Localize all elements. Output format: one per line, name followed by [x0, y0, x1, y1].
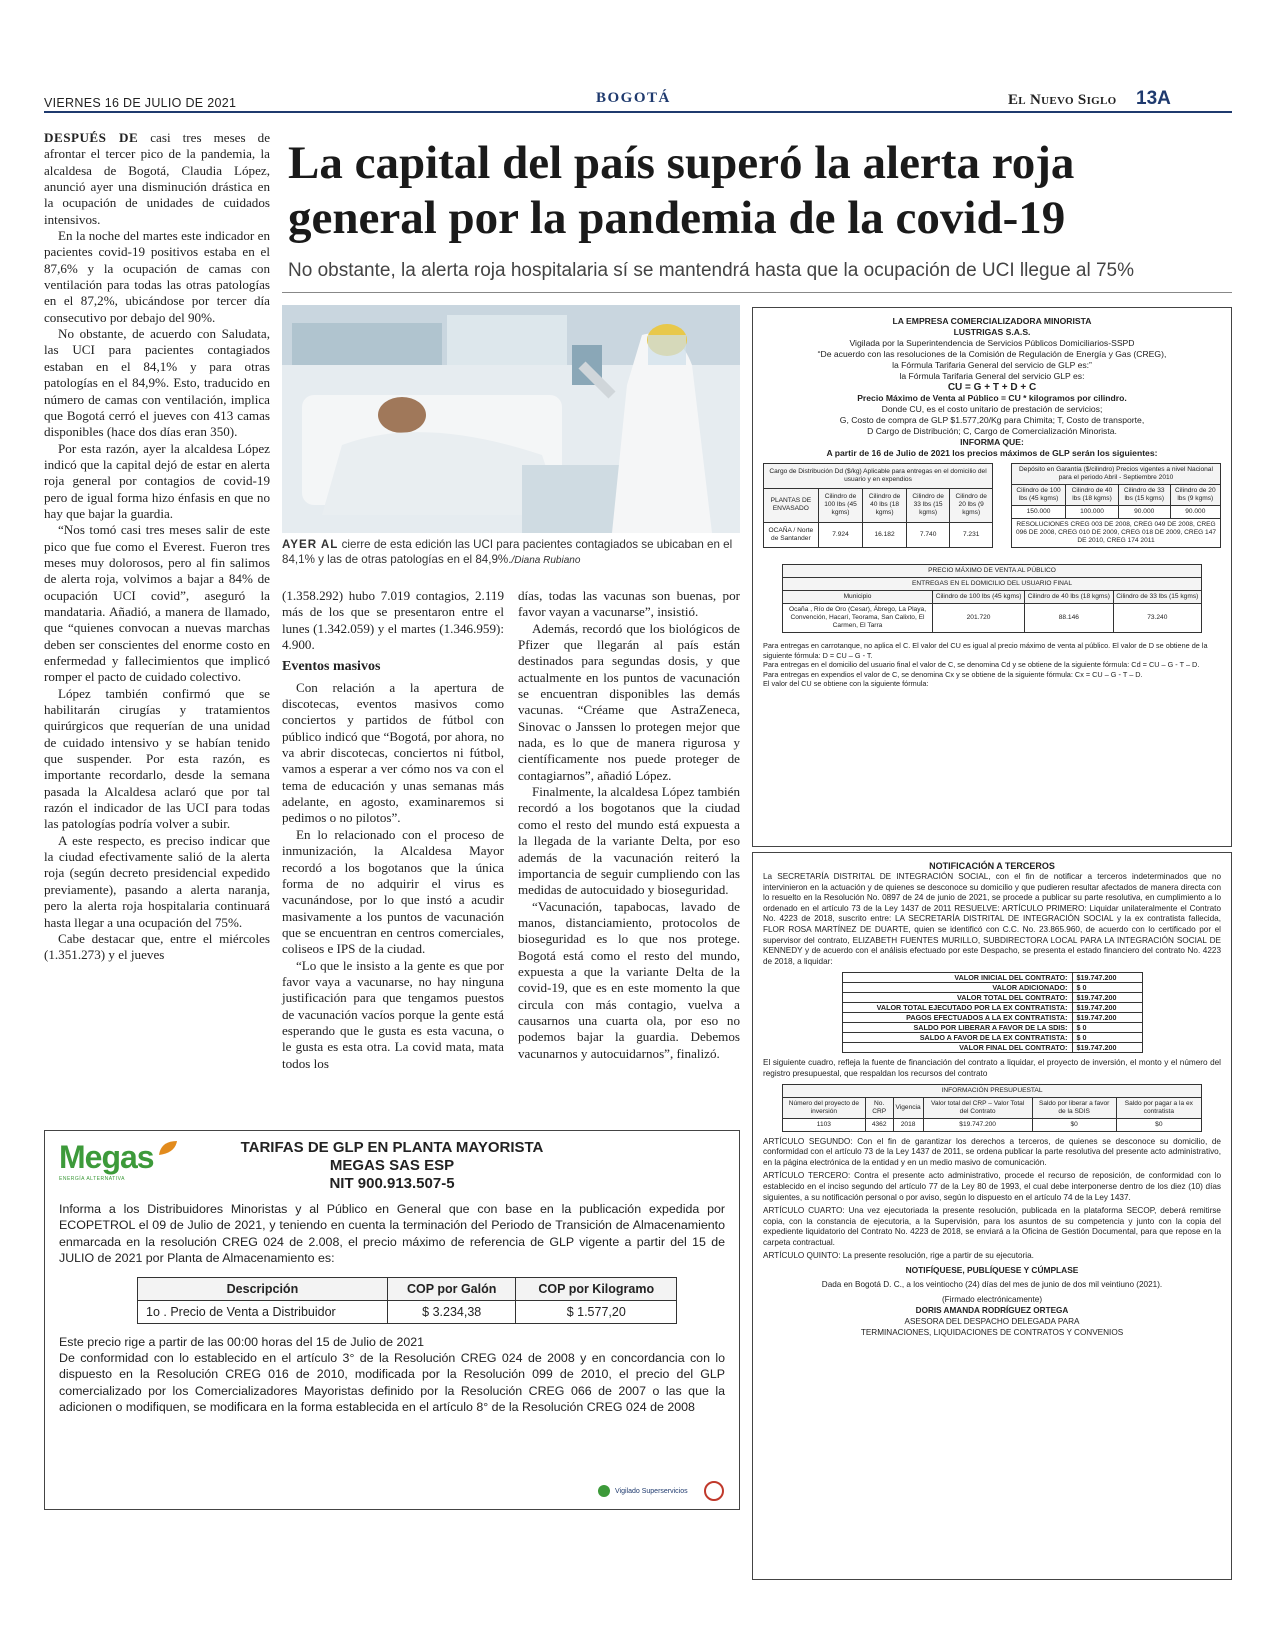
paragraph-text: “Vacunación, tapabocas, lavado de manos, distanciamiento, protocolos de bioseguridad es lo que nos protege. Bogotá está como el resto del mundo, expuesta a que la variante Delta de la covid-19, que es en este momento la que circula con más contagio, vuelva a causarnos una cuarta ola, por eso no podemos bajar la guardia. Debemos vacunarnos y autocuidarnos”, finalizó.	[518, 898, 740, 1061]
lustrigas-def-2: G, Costo de compra de GLP $1.577,20/Kg para Chimita; T, Costo de transporte,	[839, 415, 1145, 425]
paragraph-text: En la noche del martes este indicador en pacientes covid-19 positivos estaba en el 87,6% y la ocupación de camas con ventilación para todas las otras patologías en el 87,2%, ubicándose por tercer día consecutivo por debajo del 90%.	[44, 228, 270, 325]
table-row	[842, 1003, 1142, 1013]
article-paragraph	[282, 588, 504, 653]
row-value: $19.747.200	[1072, 1003, 1142, 1013]
megas-title-1: TARIFAS DE GLP EN PLANTA MAYORISTA	[240, 1139, 544, 1156]
article-paragraph	[518, 588, 740, 621]
row-value: $ 0	[1072, 983, 1142, 993]
paragraph-text: Por esta razón, ayer la alcaldesa López indicó que la capital dejó de estar en alerta roja general por contagios de covid-19 pero de igual forma hizo énfasis en que no hay que bajar la guardia.	[44, 440, 270, 521]
table-row	[842, 983, 1142, 993]
article-photo	[282, 305, 740, 533]
row-value: $19.747.200	[1072, 1013, 1142, 1023]
table-col: Número del proyecto de inversión	[783, 1097, 866, 1118]
table-col: Cilindro de 20 lbs (9 kgms)	[1170, 485, 1220, 506]
paragraph-text: casi tres meses de afrontar el tercer pico de la pandemia, la alcaldesa de Bogotá, Claudia López, anunció ayer una disminución drástica en la ocupación de unidades de cuidados intensivos.	[44, 130, 271, 227]
row-value: $19.747.200	[1072, 993, 1142, 1003]
table-cell: 90.000	[1170, 506, 1220, 519]
signer-title-1: ASESORA DEL DESPACHO DELEGADA PARA	[904, 1317, 1080, 1327]
table-header: Depósito en Garantía ($/cilindro) Precios vigentes a nivel Nacional para el periodo Abril - Septiembre 2010	[1012, 464, 1221, 485]
dada-en: Dada en Bogotá D. C., a los veintiocho (24) días del mes de junio de dos mil veintiuno (2021).	[821, 1280, 1163, 1290]
megas-logo-sub: ENERGÍA ALTERNATIVA	[59, 1176, 125, 1182]
article-paragraph	[44, 833, 270, 931]
table-cell: $ 3.234,38	[387, 1300, 516, 1323]
paragraph-text: López también confirmó que se habilitarán cirugías y tratamientos quirúrgicos que requerían de una unidad de cuidado intensivo y se habían tenido que suspender. Por esta razón, es importante recordarlo, desde la semana pasada la Alcaldesa aclaró que por tal razón el indicador de las UCI para todas las patologías podría volver a subir.	[44, 685, 270, 832]
table-col: Cilindro de 33 lbs (15 kgms)	[906, 488, 950, 522]
firmado: (Firmado electrónicamente)	[941, 1295, 1043, 1305]
table-cell: $19.747.200	[923, 1118, 1032, 1131]
table-col: Cilindro de 100 lbs (45 kgms)	[818, 488, 863, 522]
lustrigas-apartir: A partir de 16 de Julio de 2021 los precios máximos de GLP serán los siguientes:	[826, 448, 1158, 458]
article-paragraph	[44, 522, 270, 685]
paragraph-text: Con relación a la apertura de discotecas, eventos masivos como conciertos y partidos de fútbol con público indicó que “Bogotá, por ahora, no va abrir discotecas, conciertos ni fútbol, vamos a esperar a ver cómo nos va con el tema de educación y unas semanas más adelante, en agosto, examinaremos si pedimos o no pilotos”.	[282, 679, 504, 826]
table-cell: 1103	[783, 1118, 866, 1131]
vigilado-badge	[597, 1481, 724, 1501]
row-value: $19.747.200	[1072, 973, 1142, 983]
table-row	[842, 973, 1142, 983]
subhead-rule	[282, 292, 1232, 293]
page-date: VIERNES 16 DE JULIO DE 2021	[44, 96, 237, 110]
table-cell: 4362	[865, 1118, 893, 1131]
row-value: $19.747.200	[1072, 1043, 1142, 1053]
paragraph-text: Cabe destacar que, entre el miércoles (1.351.273) y el jueves	[44, 930, 270, 963]
table-header: Cargo de Distribución Dd ($/kg) Aplicable para entregas en el domicilio del usuario y en expendios	[764, 464, 993, 489]
article-paragraph	[518, 899, 740, 1062]
notice-paragraph-2: El siguiente cuadro, refleja la fuente de financiación del contrato a liquidar, el proyecto de inversión, el monto y el número del registro presupuestal, que respaldan los recursos del contrato	[763, 1058, 1221, 1078]
article-column-2	[282, 588, 504, 1072]
table-row	[842, 993, 1142, 1003]
row-label: VALOR INICIAL DEL CONTRATO:	[842, 973, 1072, 983]
article-paragraph	[518, 621, 740, 784]
lustrigas-precio: Precio Máximo de Venta al Público = CU * kilogramos por cilindro.	[857, 393, 1127, 403]
table-cell: $0	[1116, 1118, 1201, 1131]
table-col: Cilindro de 100 lbs (45 kgms)	[933, 591, 1025, 604]
retail-price-table	[782, 564, 1202, 633]
table-col: COP por Kilogramo	[516, 1277, 677, 1300]
table-col: Vigencia	[893, 1097, 923, 1118]
table-header: ENTREGAS EN EL DOMICILIO DEL USUARIO FINAL	[783, 578, 1202, 591]
row-value: $ 0	[1072, 1023, 1142, 1033]
table-cell: 7.740	[906, 523, 950, 548]
article-paragraph	[44, 228, 270, 326]
table-cell: 90.000	[1118, 506, 1170, 519]
article-paragraph	[44, 441, 270, 523]
table-col: No. CRP	[865, 1097, 893, 1118]
seal-icon	[704, 1481, 724, 1501]
superservicios-icon	[597, 1484, 611, 1498]
notificacion-terceros	[752, 852, 1232, 1580]
article-paragraph	[44, 326, 270, 440]
financial-status-table	[842, 972, 1143, 1053]
row-label: VALOR FINAL DEL CONTRATO:	[842, 1043, 1072, 1053]
row-label: SALDO POR LIBERAR A FAVOR DE LA SDIS:	[842, 1023, 1072, 1033]
lustrigas-note-1: Para entregas en carrotanque, no aplica el C. El valor del CU es igual al precio máximo de venta al público. El valor de D se obtiene de la siguiente fórmula: D = CU – G - T.	[763, 641, 1208, 660]
megas-price-table	[137, 1277, 677, 1324]
article-paragraph	[44, 130, 270, 228]
table-row	[842, 1023, 1142, 1033]
lustrigas-note-2: Para entregas en el domicilio del usuario final el valor de C, se denomina Cd y se obtiene de la siguiente fórmula: Cd = CU – G - T – D.	[763, 660, 1200, 670]
table-col: Valor total del CRP – Valor Total del Contrato	[923, 1097, 1032, 1118]
article-headline: La capital del país superó la alerta roja general por la pandemia de la covid-19	[288, 137, 1075, 244]
row-label: VALOR TOTAL DEL CONTRATO:	[842, 993, 1072, 1003]
lustrigas-title-1: LA EMPRESA COMERCIALIZADORA MINORISTA	[892, 316, 1092, 326]
lustrigas-line-1: Vigilada por la Superintendencia de Servicios Públicos Domiciliarios-SSPD	[849, 338, 1135, 348]
resolutions-note: RESOLUCIONES CREG 003 DE 2008, CREG 049 DE 2008, CREG 096 DE 2008, CREG 010 DE 2009, CREG 018 DE 2009, CREG 147 DE 2010, CREG 174 2011	[1012, 519, 1221, 548]
table-header: PRECIO MÁXIMO DE VENTA AL PÚBLICO	[783, 565, 1202, 578]
article-column-1	[44, 130, 270, 964]
caption-lead: AYER AL	[282, 538, 339, 551]
table-col: Cilindro de 40 lbs (18 kgms)	[1066, 485, 1119, 506]
megas-logo	[59, 1139, 209, 1189]
table-cell: 16.182	[863, 523, 907, 548]
megas-notice	[44, 1130, 740, 1510]
paragraph-text: Finalmente, la alcaldesa López también recordó a los bogotanos que la ciudad como el resto del mundo está expuesta a la llegada de la variante Delta, por eso además de la vacunación reiteró la importancia de seguir cumpliendo con las medidas de autocuidado y bioseguridad.	[518, 784, 740, 898]
lustrigas-def-1: Donde CU, es el costo unitario de prestación de servicios;	[881, 404, 1103, 414]
section-name: BOGOTÁ	[596, 90, 671, 106]
row-value: $ 0	[1072, 1033, 1142, 1043]
article-paragraph	[44, 931, 270, 964]
row-label: VALOR TOTAL EJECUTADO POR LA EX CONTRATISTA:	[842, 1003, 1072, 1013]
article-paragraph	[282, 958, 504, 1072]
paragraph-text: No obstante, de acuerdo con Saludata, las UCI para pacientes contagiados estaban en el 84,1% y para otras patologías en el 84,9%. Esto, traducido en número de camas con ventilación, implica que Bogotá cerró el jueves con 413 camas disponibles (hace dos días eran 350).	[44, 326, 270, 440]
table-col: Cilindro de 40 lbs (18 kgms)	[863, 488, 907, 522]
megas-title-3: NIT 900.913.507-5	[329, 1175, 455, 1192]
budget-table	[782, 1084, 1202, 1132]
lustrigas-line-3: la Fórmula Tarifaria General del servicio de GLP es:”	[892, 360, 1092, 370]
table-col: PLANTAS DE ENVASADO	[764, 488, 819, 522]
article-segundo: ARTÍCULO SEGUNDO: Con el fin de garantizar los derechos a terceros, de quienes se desconoce su domicilio, de conformidad con el artículo 73 de la Ley 1437 de 2011, se ordena publicar la parte resolutiva del presente acto administrativo, en la página electrónica de la entidad y en un medio masivo de comunicación.	[763, 1136, 1221, 1167]
table-col: Cilindro de 33 lbs (15 kgms)	[1118, 485, 1170, 506]
table-col: Cilindro de 40 lbs (18 kgms)	[1025, 591, 1113, 604]
notice-title: NOTIFICACIÓN A TERCEROS	[929, 861, 1055, 871]
paragraph-lead: DESPUÉS DE	[44, 130, 139, 145]
table-cell: 88.146	[1025, 604, 1113, 633]
lustrigas-notice	[752, 307, 1232, 847]
table-row	[842, 1033, 1142, 1043]
lustrigas-line-4: la Fórmula Tarifaria General del servicio GLP es:	[899, 371, 1085, 381]
vigilado-text: Vigilado Superservicios	[615, 1487, 688, 1495]
lustrigas-note-3: Para entregas en expendios el valor de C, se denomina Cx y se obtiene de la siguiente fórmula: Cx = CU – G - T – D.	[763, 669, 1143, 679]
table-col: COP por Galón	[387, 1277, 516, 1300]
section-heading: Eventos masivos	[282, 659, 381, 675]
page-number: 13A	[1136, 88, 1171, 109]
table-cell: $0	[1032, 1118, 1116, 1131]
table-col: Saldo por pagar a la ex contratista	[1116, 1097, 1201, 1118]
lustrigas-formula: CU = G + T + D + C	[947, 382, 1037, 393]
table-cell: 1o . Precio de Venta a Distribuidor	[138, 1300, 388, 1323]
paragraph-text: A este respecto, es preciso indicar que la ciudad efectivamente salió de la alerta roja (según decreto presidencial expedido previamente), pasando a alerta naranja, pero la alerta roja hospitalaria continuará hasta llegar a una ocupación del 75%.	[44, 832, 270, 930]
article-cuarto: ARTÍCULO CUARTO: Una vez ejecutoriada la presente resolución, publicada en la plataforma SECOP, deberá remitirse copia, con la constancia de ejecutoria, a la Supervisión, para los asuntos de su competencia y junto con la copia del expediente liquidatorio del Contrato No. 4223 de 2018, se enviará a la Oficina de Gestión Documental, para que repose en la carpeta contractual.	[763, 1206, 1221, 1247]
megas-conformidad: De conformidad con lo establecido en el artículo 3° de la Resolución CREG 024 de 2008 y en concordancia con lo dispuesto en la Resolución CREG 016 de 2010, modificada por la Resolución 099 de 2010, el precio del GLP comercializado por los Comercializadores Mayoristas definido por la Resolución CREG 066 de 2007 o las que la adicionen o modifiquen, se modificara en la forma establecida en el artículo 8° de la Resolución CREG 024 de 2008	[59, 1351, 725, 1415]
distribution-charge-table	[763, 463, 993, 548]
table-cell: Ocaña , Río de Oro (Cesar), Ábrego, La Playa, Convención, Hacarí, Teorama, San Calixto, El Carmen, El Tarra	[783, 604, 933, 633]
photo-caption	[282, 538, 740, 568]
paragraph-text: Además, recordó que los biológicos de Pfizer que llegarán al país están destinados para segundas dosis, y que actualmente en los puntos de vacunación se encuentran disponibles las demás vacunas. “Créame que AstraZeneca, Sinovac o Janssen lo protegen mejor que nada, es lo que de manera rigurosa y científicamente nos puede proteger de contagiarnos”, añadió López.	[518, 620, 740, 783]
table-col: Municipio	[783, 591, 933, 604]
deposit-table	[1011, 463, 1221, 548]
article-column-3	[518, 588, 740, 1062]
row-label: VALOR ADICIONADO:	[842, 983, 1072, 993]
table-cell: 7.924	[818, 523, 863, 548]
paragraph-text: “Lo que le insisto a la gente es que por favor vaya a vacunarse, no hay ninguna justificación para que tengamos puestos de vacunación vacíos porque la gente está esperando que le gusta es esta vacuna, o le gusta es esta otra. La covid mata, mata todos los	[282, 957, 504, 1071]
megas-logo-text: Megas	[59, 1139, 154, 1175]
lustrigas-title-2: LUSTRIGAS S.A.S.	[953, 327, 1031, 337]
table-cell: 100.000	[1066, 506, 1119, 519]
signer-name: DORIS AMANDA RODRÍGUEZ ORTEGA	[915, 1306, 1069, 1316]
megas-rige: Este precio rige a partir de las 00:00 horas del 15 de Julio de 2021	[59, 1334, 425, 1349]
lustrigas-line-2: “De acuerdo con las resoluciones de la Comisión de Regulación de Energía y Gas (CREG),	[817, 349, 1167, 359]
caption-text: cierre de esta edición las UCI para pacientes contagiados se ubicaban en el 84,1% y las de otras patologías en el 84,9%.	[282, 538, 733, 566]
article-quinto: ARTÍCULO QUINTO: La presente resolución, rige a partir de su ejecutoria.	[763, 1251, 1034, 1261]
paragraph-text: En lo relacionado con el proceso de inmunización, la Alcaldesa Mayor recordó a los bogotanos que la única forma de no adquirir el virus es vacunándose, por lo que instó a acudir masivamente a los puntos de vacunación que se encuentran en centros comerciales, coliseos e IPS de la ciudad.	[282, 826, 504, 957]
row-label: SALDO A FAVOR DE LA EX CONTRATISTA:	[842, 1033, 1072, 1043]
article-paragraph	[44, 686, 270, 833]
notifiquese: NOTIFÍQUESE, PUBLÍQUESE Y CÚMPLASE	[905, 1265, 1079, 1276]
photo-credit: /Diana Rubiano	[511, 554, 581, 566]
row-label: PAGOS EFECTUADOS A LA EX CONTRATISTA:	[842, 1013, 1072, 1023]
table-cell: 201.720	[933, 604, 1025, 633]
table-cell: 7.231	[950, 523, 993, 548]
table-col: Descripción	[138, 1277, 388, 1300]
table-header: INFORMACIÓN PRESUPUESTAL	[783, 1084, 1202, 1097]
article-subhead: No obstante, la alerta roja hospitalaria sí se mantendrá hasta que la ocupación de UCI llegue al 75%	[288, 260, 1135, 281]
paragraph-text: “Nos tomó casi tres meses salir de este pico que fue como el Everest. Fueron tres meses muy dolorosos, pero al fin salimos de alerta roja, volvimos a bajar a 84% de ocupación UCI covid”, aseguró la mandataria. Añadió, a manera de llamado, que “quienes convocan a nuevas marchas deben ser conscientes del enorme costo en enfermedad y fallecimientos que implicó romper el pacto de cuidado colectivo.	[44, 522, 270, 685]
lustrigas-informa: INFORMA QUE:	[960, 437, 1024, 447]
table-cell: $ 1.577,20	[516, 1300, 677, 1323]
lustrigas-def-3: D Cargo de Distribución; C, Cargo de Comercialización Minorista.	[867, 426, 1117, 436]
table-col: Cilindro de 20 lbs (9 kgms)	[950, 488, 993, 522]
lustrigas-note-4: El valor del CU se obtiene con la siguiente fórmula:	[763, 679, 929, 689]
table-cell: 150.000	[1012, 506, 1066, 519]
table-col: Cilindro de 100 lbs (45 kgms)	[1012, 485, 1066, 506]
newspaper-name: El Nuevo Siglo	[1008, 92, 1117, 108]
article-paragraph	[282, 827, 504, 958]
table-col: Saldo por liberar a favor de la SDIS	[1032, 1097, 1116, 1118]
megas-intro: Informa a los Distribuidores Minoristas y al Público en General que con base en la publicación expedida por ECOPETROL el 09 de Julio de 2021, y teniendo en cuenta la terminación del Periodo de Transición de Almacenamiento enmarcada en la resolución CREG 024 de 2.008, el precio máximo de referencia de GLP vigente a partir del 15 de JULIO de 2021 por Planta de Almacenamiento es:	[59, 1202, 725, 1266]
header-rule	[44, 111, 1232, 113]
table-col: Cilindro de 33 lbs (15 kgms)	[1113, 591, 1201, 604]
article-tercero: ARTÍCULO TERCERO: Contra el presente acto administrativo, procede el recurso de reposición, de conformidad con lo establecido en el inciso segundo del artículo 77 de la Ley 80 de 1993, el cual debe interponerse dentro de los diez (10) días siguientes, a su notificación personal o por aviso, según lo dispuesto en el artículo 74 de la Ley 1437.	[763, 1171, 1221, 1202]
paragraph-text: (1.358.292) hubo 7.019 contagios, 2.119 más de los que se presentaron entre el lunes (1.342.059) y el martes (1.346.959): 4.900.	[282, 588, 504, 653]
table-cell: 73.240	[1113, 604, 1201, 633]
notice-paragraph-1: La SECRETARÍA DISTRITAL DE INTEGRACIÓN SOCIAL, con el fin de notificar a terceros indeterminados que no intervinieron en la actuación y de quienes se desconoce su domicilio y que pudieren resultar afectados de manera directa con lo resuelto en la Resolución No. 0897 de 24 de junio de 2021, se procede a publicar su parte resolutiva, en cumplimiento a lo ordenado en el artículo 73 de la Ley 1437 de 2011 RESUELVE: ARTÍCULO PRIMERO: Liquidar unilateralmente el Contrato No. 4223 de 2018, suscrito entre: LA SECRETARÍA DISTRITAL DE INTEGRACIÓN SOCIAL y la ex contratista fallecida, FLOR ROSA MARTÍNEZ DE DUARTE, quien se identificó con C.C. No. 23.865.960, de acuerdo con lo certificado por el supervisor del contrato, ELIZABETH FUENTES MURILLO, SUBDIRECTORA LOCAL PARA LA INTEGRACIÓN SOCIAL DE KENNEDY y de acuerdo con el análisis efectuado por este Despacho, se presenta el estado financiero del contrato No. 4223 de 2018, a liquidar:	[763, 872, 1221, 966]
megas-title-2: MEGAS SAS ESP	[329, 1157, 455, 1174]
table-row	[842, 1043, 1142, 1053]
paragraph-text: días, todas las vacunas son buenas, por favor vayan a vacunarse”, insistió.	[518, 588, 740, 620]
leaf-icon	[157, 1139, 179, 1157]
table-cell: OCAÑA / Norte de Santander	[764, 523, 819, 548]
article-paragraph	[282, 680, 504, 827]
table-cell: 2018	[893, 1118, 923, 1131]
table-row	[842, 1013, 1142, 1023]
signer-title-2: TERMINACIONES, LIQUIDACIONES DE CONTRATOS Y CONVENIOS	[860, 1328, 1124, 1338]
article-paragraph	[518, 784, 740, 898]
